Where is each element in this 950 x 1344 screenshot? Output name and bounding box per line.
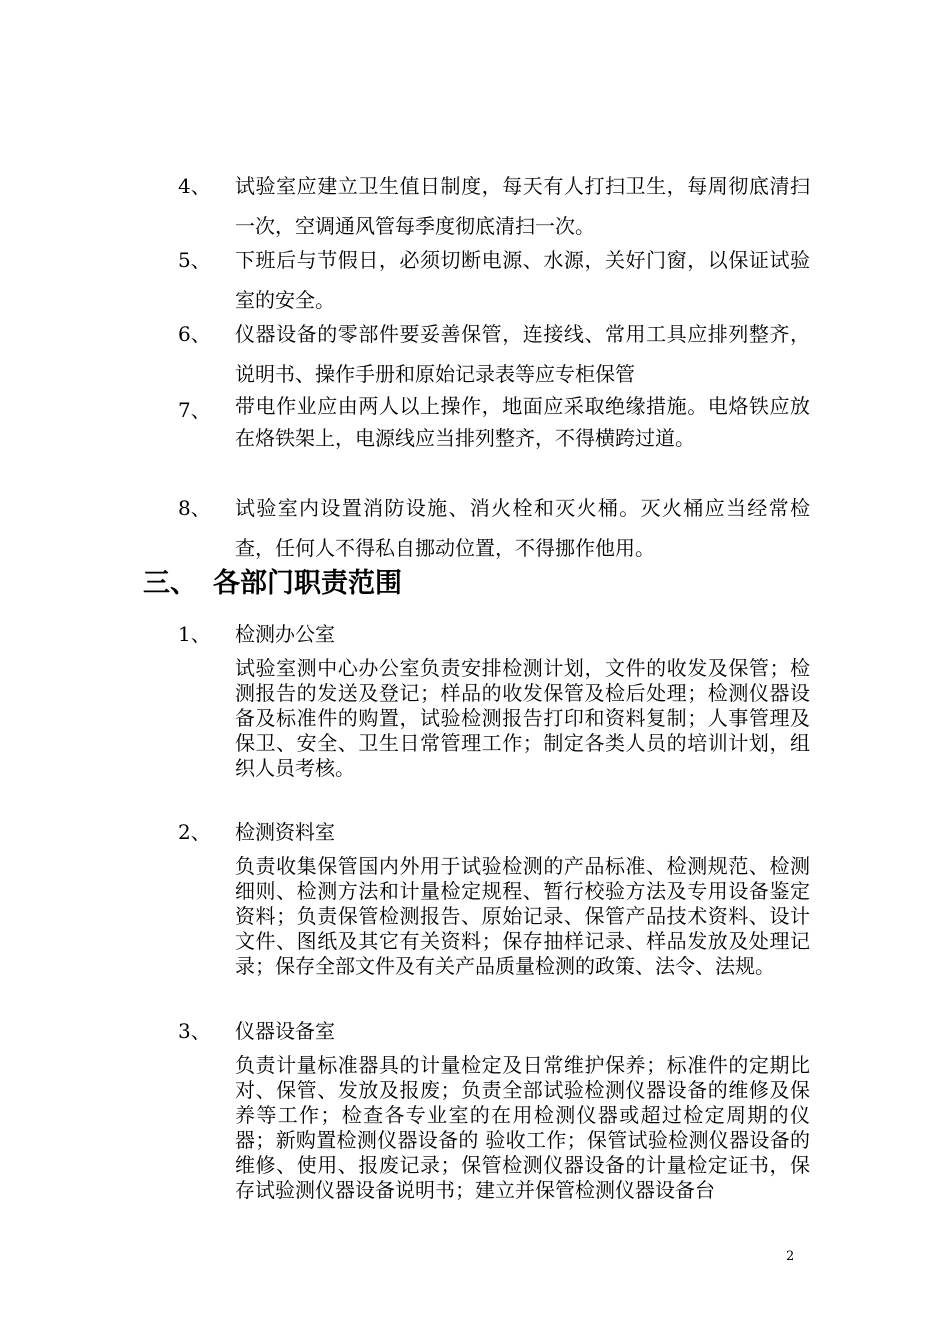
department-name: 仪器设备室 [235, 1019, 335, 1043]
section-number: 三、 [143, 568, 197, 599]
department-description: 负责收集保管国内外用于试验检测的产品标准、检测规范、检测细则、检测方法和计量检定规程、暂行校验方法及专用设备鉴定资料；负责保管检测报告、原始记录、保管产品技术资料、设计文件、图纸及其它有关资料；保存抽样记录、样品发放及处理记录；保存全部文件及有关产品质量检测的政策、法令、法规。 [235, 854, 810, 978]
section-heading [143, 566, 402, 602]
department-number: 3、 [178, 1019, 211, 1043]
rule-number: 7、 [178, 398, 211, 422]
rule-text: 试验室应建立卫生值日制度，每天有人打扫卫生，每周彻底清扫一次，空调通风管每季度彻底清扫一次。 [235, 174, 810, 238]
rule-text: 试验室内设置消防设施、消火栓和灭火桶。灭火桶应当经常检查，任何人不得私自挪动位置，不得挪作他用。 [235, 496, 810, 560]
rule-text: 带电作业应由两人以上操作，地面应采取绝缘措施。电烙铁应放在烙铁架上，电源线应当排列整齐，不得横跨过道。 [235, 394, 810, 450]
department-number: 1、 [178, 622, 211, 646]
department-description: 试验室测中心办公室负责安排检测计划，文件的收发及保管；检测报告的发送及登记；样品的收发保管及检后处理；检测仪器设备及标准件的购置，试验检测报告打印和资料复制；人事管理及保卫、安全、卫生日常管理工作；制定各类人员的培训计划，组织人员考核。 [235, 656, 810, 780]
rule-number: 8、 [178, 496, 211, 520]
department-description: 负责计量标准器具的计量检定及日常维护保养；标准件的定期比对、保管、发放及报废；负责全部试验检测仪器设备的维修及保养等工作；检查各专业室的在用检测仪器或超过检定周期的仪器；新购置检测仪器设备的 验收工作；保管试验检测仪器设备的维修、使用、报废记录；保管检测仪器设备的计量检定证书，保存试验测仪器设备说明书；建立并保管检测仪器设备台 [235, 1053, 810, 1202]
section-title: 各部门职责范围 [213, 568, 402, 599]
rule-number: 5、 [178, 248, 211, 272]
department-name: 检测办公室 [235, 622, 335, 646]
page-number: 2 [786, 1249, 795, 1264]
rule-number: 4、 [178, 174, 211, 198]
rule-number: 6、 [178, 322, 211, 346]
rule-text: 下班后与节假日，必须切断电源、水源，关好门窗，以保证试验室的安全。 [235, 248, 810, 312]
department-name: 检测资料室 [235, 820, 335, 844]
rule-text: 仪器设备的零部件要妥善保管，连接线、常用工具应排列整齐，说明书、操作手册和原始记录表等应专柜保管 [235, 322, 810, 386]
department-number: 2、 [178, 820, 211, 844]
